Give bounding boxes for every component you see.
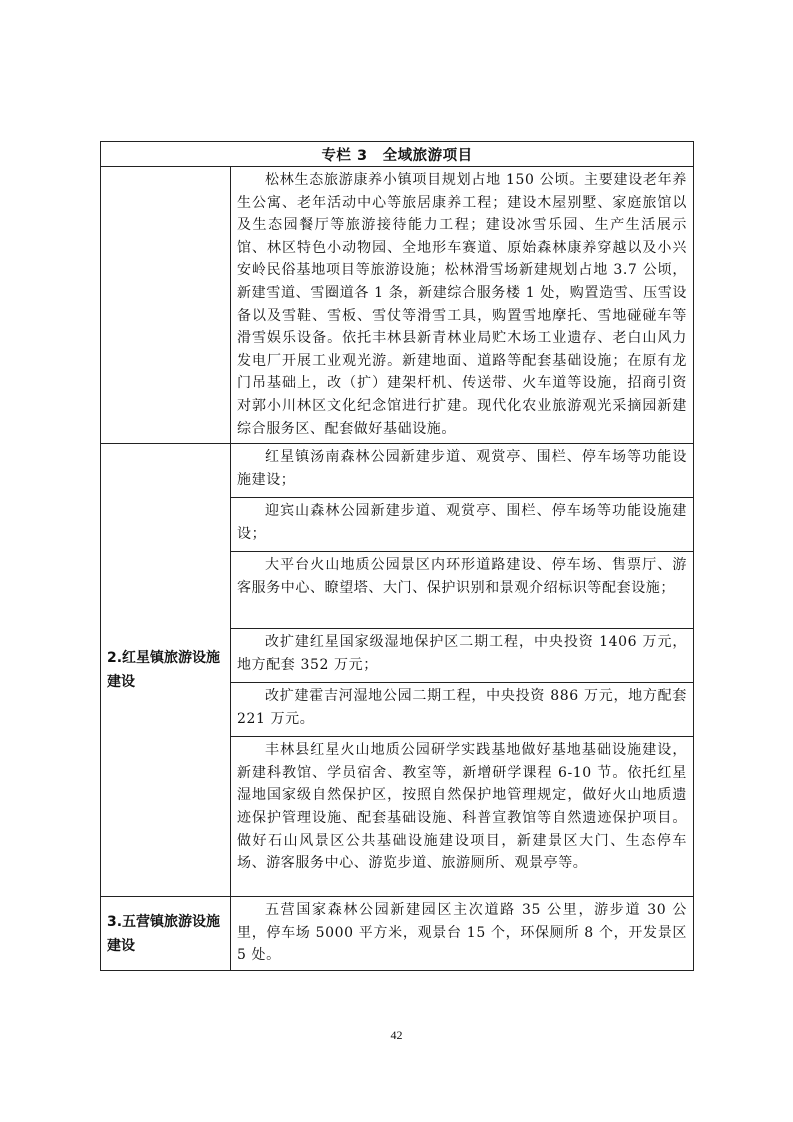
column-title: 专栏 3 全域旅游项目 <box>101 142 694 167</box>
table-header-row <box>101 142 694 167</box>
table-row <box>101 444 694 498</box>
description-cell: 改扩建霍吉河湿地公园二期工程，中央投资 886 万元，地方配套 221 万元。 <box>231 683 694 737</box>
description-cell: 松林生态旅游康养小镇项目规划占地 150 公顷。主要建设老年养生公寓、老年活动中心等旅居康养工程；建设木屋别墅、家庭旅馆以及生态园餐厅等旅游接待能力工程；建设冰雪乐园、生产生活展示馆、林区特色小动物园、全地形车赛道、原始森林康养穿越以及小兴安岭民俗基地项目等旅游设施；松林滑雪场新建规划占地 3.7 公顷，新建雪道、雪圈道各 1 条，新建综合服务楼 1 处，购置造雪、压雪设备以及雪鞋、雪板、雪仗等滑雪工具，购置雪地摩托、雪地碰碰车等滑雪娱乐设备。依托丰林县新青林业局贮木场工业遗存、老白山风力发电厂开展工业观光游。新建地面、道路等配套基础设施；在原有龙门吊基础上，改（扩）建架杆机、传送带、火车道等设施，招商引资对郭小川林区文化纪念馆进行扩建。现代化农业旅游观光采摘园新建综合服务区、配套做好基础设施。 <box>231 167 694 444</box>
description-cell: 改扩建红星国家级湿地保护区二期工程，中央投资 1406 万元，地方配套 352 万元； <box>231 629 694 683</box>
description-cell: 迎宾山森林公园新建步道、观赏亭、围栏、停车场等功能设施建设； <box>231 498 694 552</box>
category-cell: 3.五营镇旅游设施建设 <box>101 897 231 971</box>
table-row <box>101 167 694 444</box>
description-cell: 大平台火山地质公园景区内环形道路建设、停车场、售票厅、游客服务中心、瞭望塔、大门、保护识别和景观介绍标识等配套设施； <box>231 552 694 629</box>
category-cell <box>101 167 231 444</box>
description-cell: 红星镇汤南森林公园新建步道、观赏亭、围栏、停车场等功能设施建设； <box>231 444 694 498</box>
table-row <box>101 897 694 971</box>
project-column-table <box>100 141 694 971</box>
description-cell: 五营国家森林公园新建园区主次道路 35 公里，游步道 30 公里，停车场 5000 平方米，观景台 15 个，环保厕所 8 个，开发景区 5 处。 <box>231 897 694 971</box>
description-cell: 丰林县红星火山地质公园研学实践基地做好基地基础设施建设，新建科教馆、学员宿舍、教室等，新增研学课程 6-10 节。依托红星湿地国家级自然保护区，按照自然保护地管理规定，做好火山地质遗迹保护管理设施、配套基础设施、科普宣教馆等自然遗迹保护项目。做好石山风景区公共基础设施建设项目，新建景区大门、生态停车场、游客服务中心、游览步道、旅游厕所、观景亭等。 <box>231 737 694 897</box>
category-cell: 2.红星镇旅游设施建设 <box>101 444 231 897</box>
page-number: 42 <box>390 1028 403 1042</box>
